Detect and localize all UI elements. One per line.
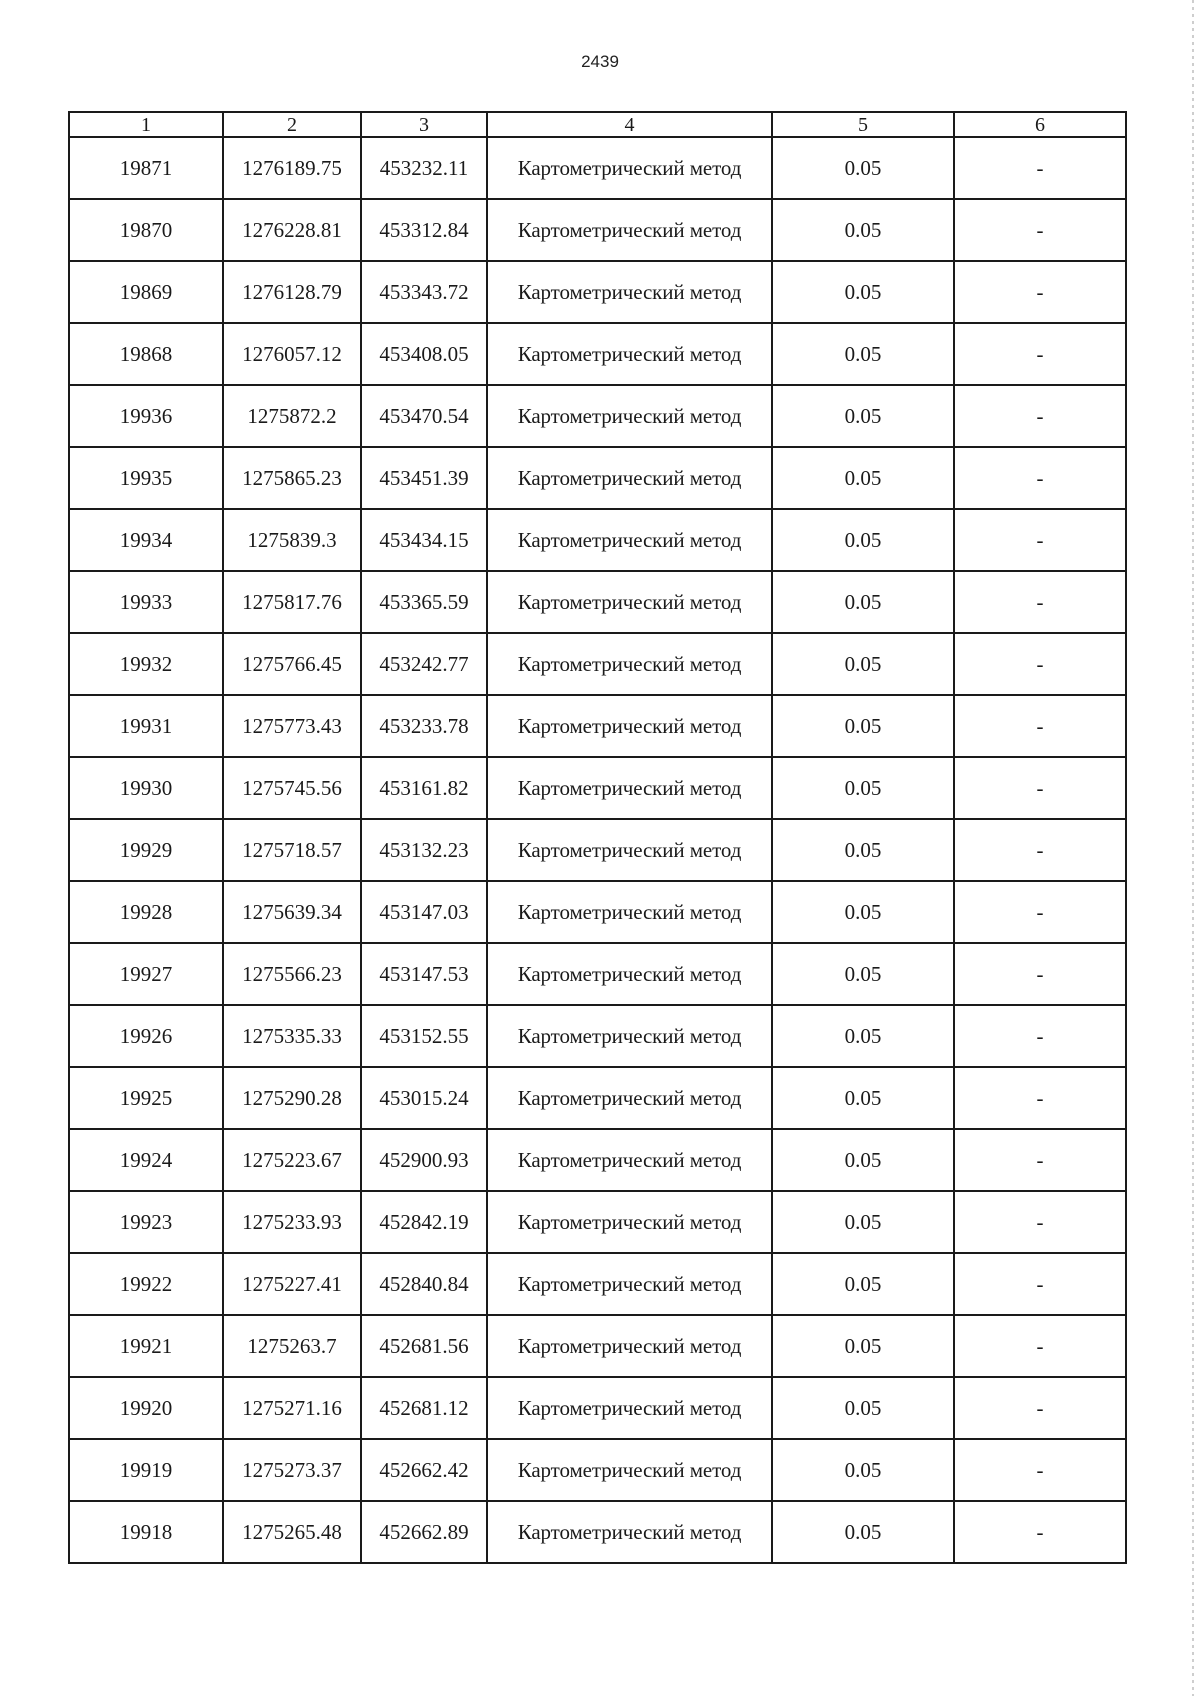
- table-row: [69, 1191, 1126, 1253]
- point-number-cell: 19918: [69, 1501, 223, 1563]
- header-row: [69, 112, 1126, 137]
- point-number-cell: 19934: [69, 509, 223, 571]
- x-coordinate-cell: 1275265.48: [223, 1501, 361, 1563]
- method-cell: Картометрический метод: [487, 1501, 772, 1563]
- point-number-cell: 19929: [69, 819, 223, 881]
- table-row: [69, 199, 1126, 261]
- x-coordinate-cell: 1276128.79: [223, 261, 361, 323]
- note-cell: -: [954, 1315, 1126, 1377]
- y-coordinate-cell: 452840.84: [361, 1253, 487, 1315]
- x-coordinate-cell: 1275271.16: [223, 1377, 361, 1439]
- note-cell: -: [954, 633, 1126, 695]
- note-cell: -: [954, 819, 1126, 881]
- y-coordinate-cell: 453470.54: [361, 385, 487, 447]
- method-cell: Картометрический метод: [487, 571, 772, 633]
- accuracy-cell: 0.05: [772, 261, 954, 323]
- note-cell: -: [954, 943, 1126, 1005]
- method-cell: Картометрический метод: [487, 137, 772, 199]
- note-cell: -: [954, 199, 1126, 261]
- y-coordinate-cell: 452662.42: [361, 1439, 487, 1501]
- point-number-cell: 19932: [69, 633, 223, 695]
- point-number-cell: 19871: [69, 137, 223, 199]
- point-number-cell: 19935: [69, 447, 223, 509]
- y-coordinate-cell: 453451.39: [361, 447, 487, 509]
- table-body: [69, 137, 1126, 1563]
- y-coordinate-cell: 453152.55: [361, 1005, 487, 1067]
- table-row: [69, 1439, 1126, 1501]
- method-cell: Картометрический метод: [487, 633, 772, 695]
- point-number-cell: 19921: [69, 1315, 223, 1377]
- x-coordinate-cell: 1275223.67: [223, 1129, 361, 1191]
- column-header: 1: [69, 112, 223, 137]
- note-cell: -: [954, 261, 1126, 323]
- accuracy-cell: 0.05: [772, 1315, 954, 1377]
- point-number-cell: 19927: [69, 943, 223, 1005]
- table-header: [69, 112, 1126, 137]
- method-cell: Картометрический метод: [487, 323, 772, 385]
- point-number-cell: 19923: [69, 1191, 223, 1253]
- note-cell: -: [954, 1377, 1126, 1439]
- column-header: 5: [772, 112, 954, 137]
- note-cell: -: [954, 757, 1126, 819]
- accuracy-cell: 0.05: [772, 509, 954, 571]
- page-number: 2439: [581, 52, 619, 71]
- accuracy-cell: 0.05: [772, 633, 954, 695]
- note-cell: -: [954, 1501, 1126, 1563]
- method-cell: Картометрический метод: [487, 261, 772, 323]
- note-cell: -: [954, 1067, 1126, 1129]
- point-number-cell: 19870: [69, 199, 223, 261]
- point-number-cell: 19933: [69, 571, 223, 633]
- table-row: [69, 943, 1126, 1005]
- method-cell: Картометрический метод: [487, 1005, 772, 1067]
- accuracy-cell: 0.05: [772, 1005, 954, 1067]
- y-coordinate-cell: 452662.89: [361, 1501, 487, 1563]
- y-coordinate-cell: 453343.72: [361, 261, 487, 323]
- note-cell: -: [954, 881, 1126, 943]
- point-number-cell: 19922: [69, 1253, 223, 1315]
- method-cell: Картометрический метод: [487, 1067, 772, 1129]
- method-cell: Картометрический метод: [487, 1129, 772, 1191]
- y-coordinate-cell: 453132.23: [361, 819, 487, 881]
- x-coordinate-cell: 1275290.28: [223, 1067, 361, 1129]
- y-coordinate-cell: 453015.24: [361, 1067, 487, 1129]
- point-number-cell: 19931: [69, 695, 223, 757]
- table-row: [69, 1501, 1126, 1563]
- method-cell: Картометрический метод: [487, 1439, 772, 1501]
- y-coordinate-cell: 453232.11: [361, 137, 487, 199]
- table-row: [69, 1315, 1126, 1377]
- y-coordinate-cell: 453434.15: [361, 509, 487, 571]
- method-cell: Картометрический метод: [487, 757, 772, 819]
- y-coordinate-cell: 453233.78: [361, 695, 487, 757]
- x-coordinate-cell: 1275227.41: [223, 1253, 361, 1315]
- note-cell: -: [954, 137, 1126, 199]
- note-cell: -: [954, 1439, 1126, 1501]
- point-number-cell: 19930: [69, 757, 223, 819]
- method-cell: Картометрический метод: [487, 1315, 772, 1377]
- y-coordinate-cell: 453161.82: [361, 757, 487, 819]
- note-cell: -: [954, 695, 1126, 757]
- column-header: 2: [223, 112, 361, 137]
- method-cell: Картометрический метод: [487, 695, 772, 757]
- accuracy-cell: 0.05: [772, 137, 954, 199]
- note-cell: -: [954, 1253, 1126, 1315]
- y-coordinate-cell: 453408.05: [361, 323, 487, 385]
- method-cell: Картометрический метод: [487, 1253, 772, 1315]
- table-row: [69, 757, 1126, 819]
- x-coordinate-cell: 1275766.45: [223, 633, 361, 695]
- table-row: [69, 509, 1126, 571]
- point-number-cell: 19920: [69, 1377, 223, 1439]
- accuracy-cell: 0.05: [772, 1439, 954, 1501]
- table-row: [69, 633, 1126, 695]
- method-cell: Картометрический метод: [487, 509, 772, 571]
- accuracy-cell: 0.05: [772, 1191, 954, 1253]
- method-cell: Картометрический метод: [487, 943, 772, 1005]
- accuracy-cell: 0.05: [772, 1501, 954, 1563]
- table-row: [69, 1005, 1126, 1067]
- table-row: [69, 1377, 1126, 1439]
- point-number-cell: 19868: [69, 323, 223, 385]
- point-number-cell: 19928: [69, 881, 223, 943]
- table-row: [69, 1067, 1126, 1129]
- point-number-cell: 19926: [69, 1005, 223, 1067]
- accuracy-cell: 0.05: [772, 695, 954, 757]
- note-cell: -: [954, 571, 1126, 633]
- accuracy-cell: 0.05: [772, 1129, 954, 1191]
- table-row: [69, 695, 1126, 757]
- note-cell: -: [954, 1129, 1126, 1191]
- accuracy-cell: 0.05: [772, 1067, 954, 1129]
- y-coordinate-cell: 452900.93: [361, 1129, 487, 1191]
- table-row: [69, 881, 1126, 943]
- x-coordinate-cell: 1276057.12: [223, 323, 361, 385]
- coordinates-table: [68, 111, 1127, 1564]
- method-cell: Картометрический метод: [487, 1377, 772, 1439]
- accuracy-cell: 0.05: [772, 323, 954, 385]
- x-coordinate-cell: 1276228.81: [223, 199, 361, 261]
- x-coordinate-cell: 1275817.76: [223, 571, 361, 633]
- x-coordinate-cell: 1275718.57: [223, 819, 361, 881]
- method-cell: Картометрический метод: [487, 447, 772, 509]
- table-row: [69, 447, 1126, 509]
- accuracy-cell: 0.05: [772, 1377, 954, 1439]
- table-row: [69, 385, 1126, 447]
- column-header: 4: [487, 112, 772, 137]
- table-row: [69, 261, 1126, 323]
- y-coordinate-cell: 452681.56: [361, 1315, 487, 1377]
- point-number-cell: 19936: [69, 385, 223, 447]
- accuracy-cell: 0.05: [772, 943, 954, 1005]
- accuracy-cell: 0.05: [772, 199, 954, 261]
- accuracy-cell: 0.05: [772, 881, 954, 943]
- point-number-cell: 19869: [69, 261, 223, 323]
- x-coordinate-cell: 1275566.23: [223, 943, 361, 1005]
- accuracy-cell: 0.05: [772, 1253, 954, 1315]
- method-cell: Картометрический метод: [487, 199, 772, 261]
- y-coordinate-cell: 453147.03: [361, 881, 487, 943]
- method-cell: Картометрический метод: [487, 881, 772, 943]
- table-row: [69, 1253, 1126, 1315]
- y-coordinate-cell: 453365.59: [361, 571, 487, 633]
- x-coordinate-cell: 1275233.93: [223, 1191, 361, 1253]
- note-cell: -: [954, 509, 1126, 571]
- x-coordinate-cell: 1275839.3: [223, 509, 361, 571]
- note-cell: -: [954, 323, 1126, 385]
- y-coordinate-cell: 452681.12: [361, 1377, 487, 1439]
- point-number-cell: 19924: [69, 1129, 223, 1191]
- x-coordinate-cell: 1275263.7: [223, 1315, 361, 1377]
- y-coordinate-cell: 453242.77: [361, 633, 487, 695]
- y-coordinate-cell: 452842.19: [361, 1191, 487, 1253]
- table-row: [69, 137, 1126, 199]
- x-coordinate-cell: 1275273.37: [223, 1439, 361, 1501]
- table-row: [69, 1129, 1126, 1191]
- column-header: 6: [954, 112, 1126, 137]
- accuracy-cell: 0.05: [772, 447, 954, 509]
- y-coordinate-cell: 453312.84: [361, 199, 487, 261]
- x-coordinate-cell: 1275773.43: [223, 695, 361, 757]
- x-coordinate-cell: 1276189.75: [223, 137, 361, 199]
- accuracy-cell: 0.05: [772, 385, 954, 447]
- note-cell: -: [954, 385, 1126, 447]
- x-coordinate-cell: 1275745.56: [223, 757, 361, 819]
- note-cell: -: [954, 447, 1126, 509]
- accuracy-cell: 0.05: [772, 757, 954, 819]
- note-cell: -: [954, 1005, 1126, 1067]
- accuracy-cell: 0.05: [772, 819, 954, 881]
- method-cell: Картометрический метод: [487, 385, 772, 447]
- table-row: [69, 323, 1126, 385]
- x-coordinate-cell: 1275872.2: [223, 385, 361, 447]
- column-header: 3: [361, 112, 487, 137]
- y-coordinate-cell: 453147.53: [361, 943, 487, 1005]
- table-row: [69, 571, 1126, 633]
- table-row: [69, 819, 1126, 881]
- x-coordinate-cell: 1275639.34: [223, 881, 361, 943]
- scan-edge-artifact: [1192, 0, 1194, 1696]
- point-number-cell: 19925: [69, 1067, 223, 1129]
- method-cell: Картометрический метод: [487, 819, 772, 881]
- method-cell: Картометрический метод: [487, 1191, 772, 1253]
- note-cell: -: [954, 1191, 1126, 1253]
- x-coordinate-cell: 1275865.23: [223, 447, 361, 509]
- accuracy-cell: 0.05: [772, 571, 954, 633]
- point-number-cell: 19919: [69, 1439, 223, 1501]
- x-coordinate-cell: 1275335.33: [223, 1005, 361, 1067]
